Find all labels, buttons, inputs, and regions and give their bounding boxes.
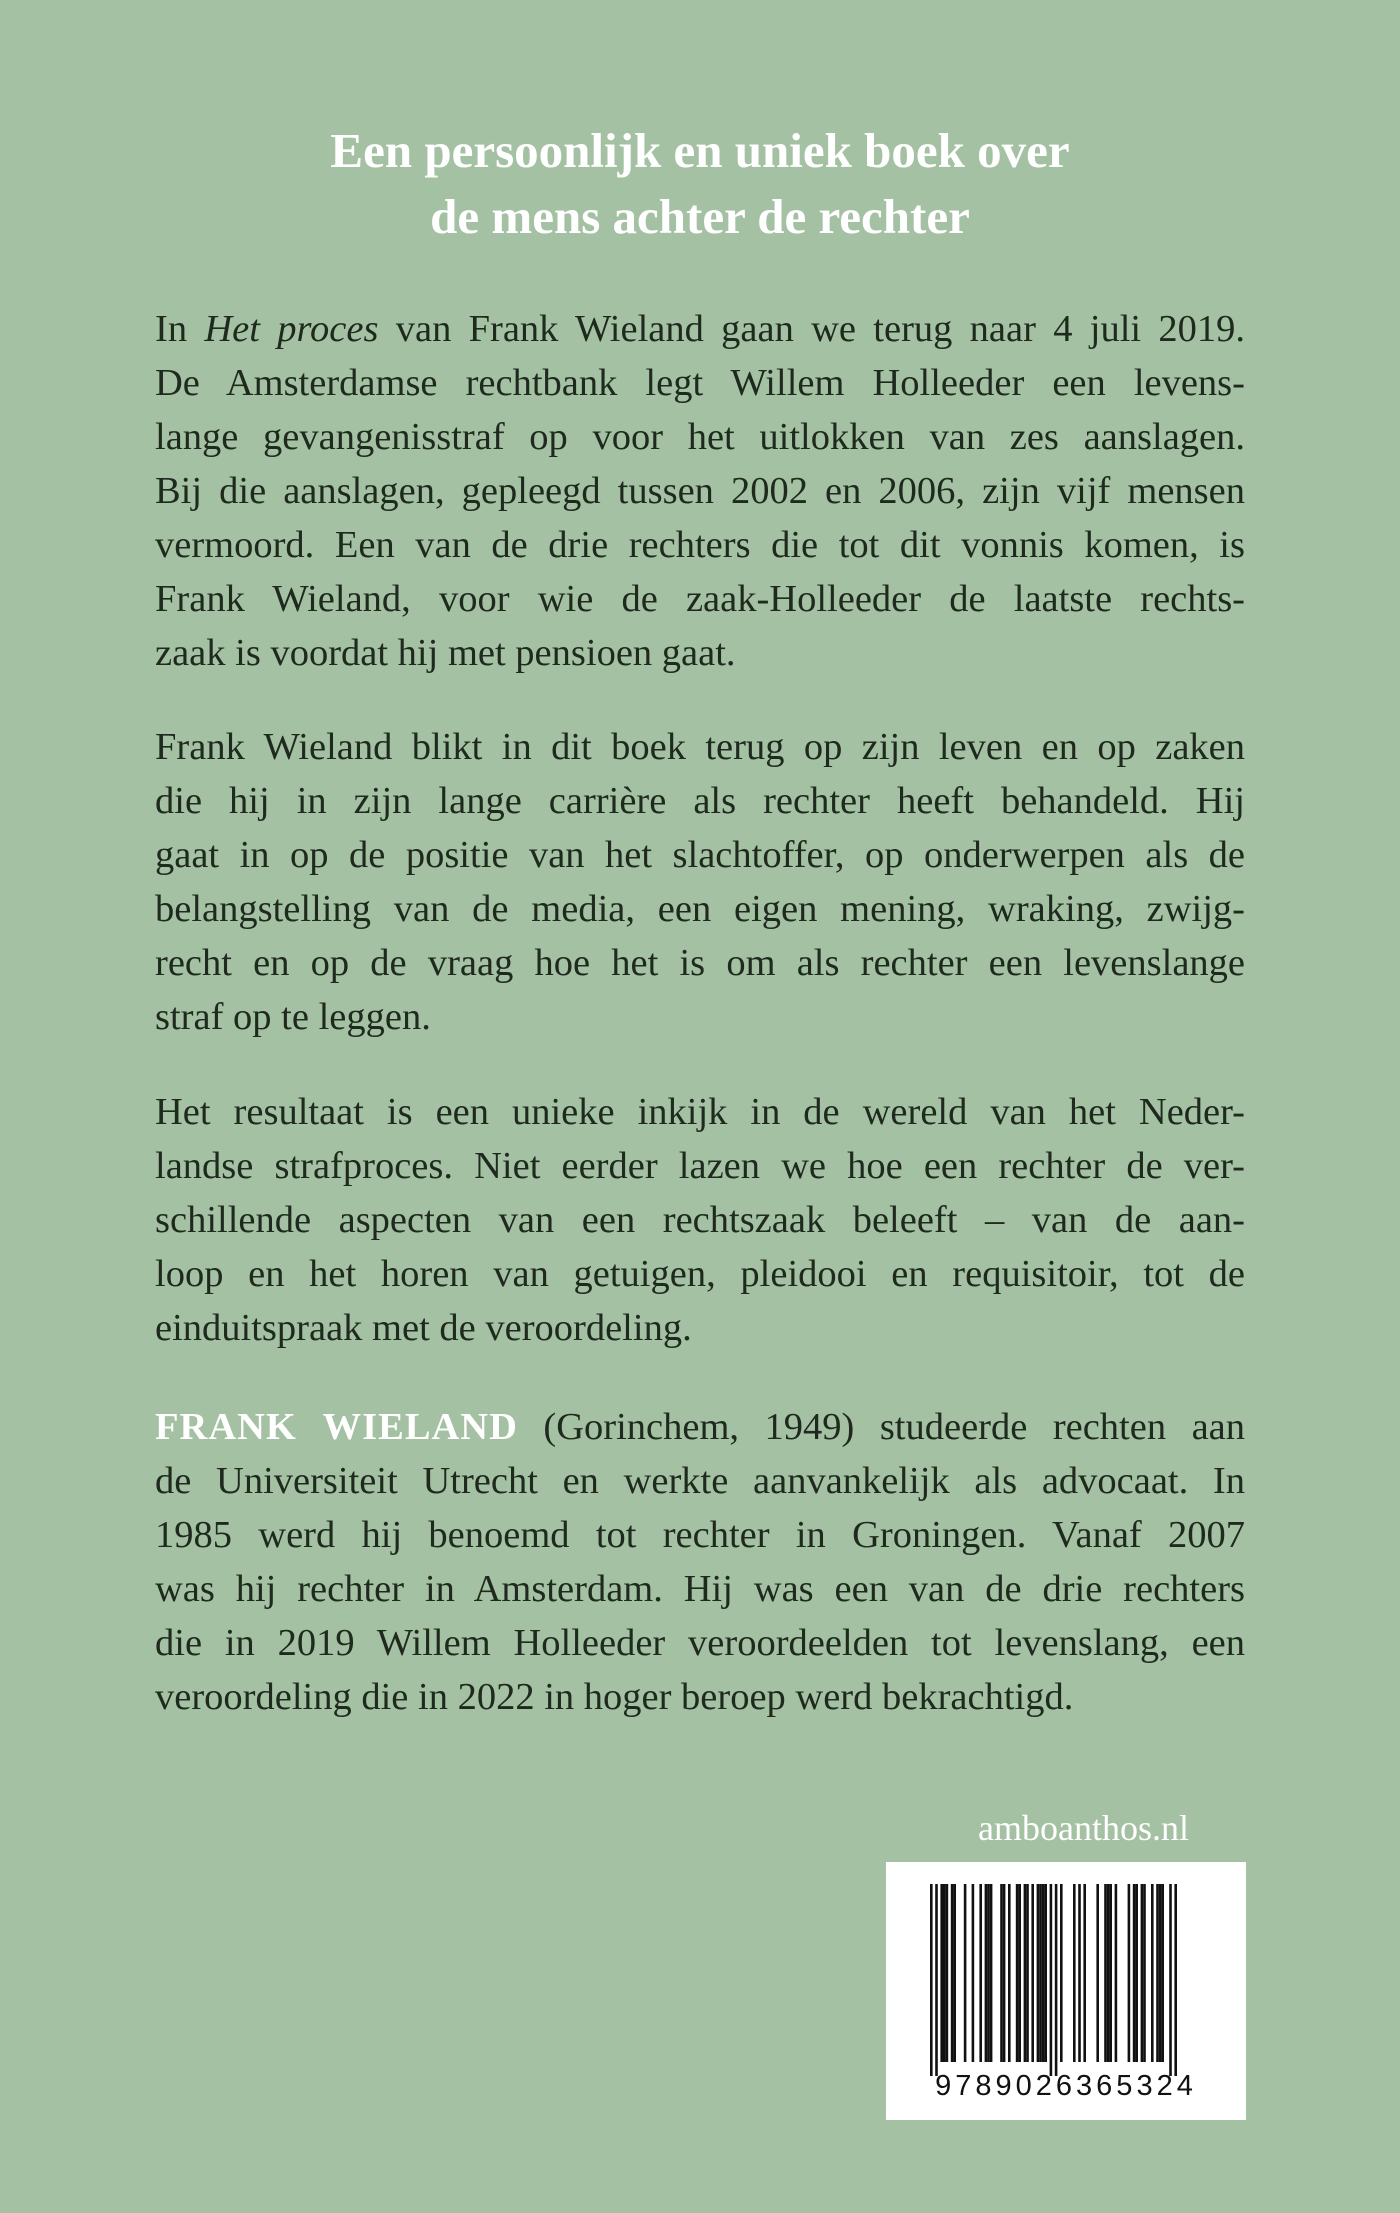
barcode-bar — [1109, 1884, 1112, 2062]
barcode-bar — [1050, 1884, 1053, 2076]
barcode-bar — [1104, 1884, 1107, 2062]
barcode-bar — [1039, 1884, 1042, 2062]
paragraph-line: Frank Wieland blikt in dit boek terug op zijn leven en op zaken — [155, 726, 1245, 768]
publisher-website: amboanthos.nl — [978, 1808, 1189, 1848]
headline — [0, 118, 1400, 250]
paragraph-line: schillende aspecten van een rechtszaak beleeft – van de aan- — [155, 1199, 1245, 1241]
barcode-bar — [1000, 1884, 1003, 2062]
barcode-bar — [1107, 1884, 1110, 2062]
barcode-bar — [1055, 1884, 1058, 2076]
author-bio — [155, 1400, 1245, 1724]
barcode-bar — [1174, 1884, 1177, 2076]
barcode-bar — [987, 1884, 990, 2062]
barcode-bar — [1060, 1884, 1063, 2062]
paragraph-line: landse strafproces. Niet eerder lazen we hoe een rechter de ver- — [155, 1145, 1245, 1187]
paragraph-line: straf op te leggen. — [155, 996, 431, 1038]
paragraph-line: die in 2019 Willem Holleeder veroordeelden tot levenslang, een — [155, 1622, 1245, 1664]
paragraph-line: veroordeling die in 2022 in hoger beroep werd bekrachtigd. — [155, 1676, 1074, 1718]
paragraph-line: zaak is voordat hij met pensioen gaat. — [155, 632, 736, 674]
paragraph-line: lange gevangenisstraf op voor het uitlokken van zes aanslagen. — [155, 416, 1245, 458]
paragraph-line: de Universiteit Utrecht en werkte aanvankelijk als advocaat. In — [155, 1460, 1245, 1502]
paragraph-intro — [155, 302, 1245, 680]
barcode-bar — [935, 1884, 938, 2076]
barcode-bar — [1161, 1884, 1164, 2062]
paragraph-line: belangstelling van de media, een eigen mening, wraking, zwijg- — [155, 888, 1245, 930]
barcode-bar — [1018, 1884, 1021, 2062]
barcode-bar — [1073, 1884, 1076, 2062]
barcode-bar — [1169, 1884, 1172, 2076]
paragraph-reflection — [155, 720, 1245, 1044]
barcode-bar — [940, 1884, 943, 2062]
barcode-bar — [1031, 1884, 1034, 2062]
paragraph-line: In Het proces van Frank Wieland gaan we terug naar 4 juli 2019. — [155, 308, 1245, 350]
barcode-bar — [1151, 1884, 1154, 2062]
barcode-bar — [990, 1884, 993, 2062]
barcode-bar — [1008, 1884, 1011, 2062]
paragraph-line: gaat in op de positie van het slachtoffer, op onderwerpen als de — [155, 834, 1245, 876]
barcode-bar — [951, 1884, 954, 2062]
paragraph-line: Bij die aanslagen, gepleegd tussen 2002 en 2006, zijn vijf mensen — [155, 470, 1245, 512]
barcode-bar — [1016, 1884, 1019, 2062]
paragraph-line: einduitspraak met de veroordeling. — [155, 1307, 692, 1349]
barcode-bar — [943, 1884, 946, 2062]
paragraph-line: FRANK WIELAND (Gorinchem, 1949) studeerde rechten aan — [155, 1406, 1246, 1448]
barcode-bar — [1026, 1884, 1029, 2062]
paragraph-line: De Amsterdamse rechtbank legt Willem Holleeder een levens- — [155, 362, 1245, 404]
paragraph-result — [155, 1085, 1245, 1355]
barcode-bar — [985, 1884, 988, 2062]
barcode-bar — [1003, 1884, 1006, 2062]
barcode-bar — [1141, 1884, 1144, 2062]
barcode-bar — [946, 1884, 949, 2062]
paragraph-line: Het resultaat is een unieke inkijk in de wereld van het Neder- — [155, 1091, 1245, 1133]
barcode-bar — [1024, 1884, 1027, 2062]
barcode-bar — [1133, 1884, 1136, 2062]
barcode-bar — [930, 1884, 933, 2076]
headline-line-1: Een persoonlijk en uniek boek over — [330, 123, 1070, 178]
paragraph-line: vermoord. Een van de drie rechters die tot dit vonnis komen, is — [155, 524, 1245, 566]
paragraph-line: recht en op de vraag hoe het is om als rechter een levenslange — [155, 942, 1245, 984]
barcode-bar — [1135, 1884, 1138, 2062]
barcode-bar — [964, 1884, 967, 2062]
author-name: FRANK WIELAND — [155, 1406, 518, 1448]
barcode-bar — [953, 1884, 956, 2062]
barcode-bar — [1044, 1884, 1047, 2062]
barcode-bar — [1128, 1884, 1131, 2062]
barcode-bar — [972, 1884, 975, 2062]
barcode-bar — [979, 1884, 982, 2062]
barcode-bar — [1083, 1884, 1086, 2062]
paragraph-line: loop en het horen van getuigen, pleidooi en requisitoir, tot de — [155, 1253, 1245, 1295]
paragraph-line: Frank Wieland, voor wie de zaak-Holleeder de laatste rechts- — [155, 578, 1245, 620]
barcode-bar — [1115, 1884, 1118, 2062]
barcode-bar — [1159, 1884, 1162, 2062]
isbn-number: 9789026365324 — [935, 2070, 1197, 2102]
barcode-bar — [1078, 1884, 1081, 2062]
barcode-bar — [1143, 1884, 1146, 2062]
book-title: Het proces — [204, 308, 379, 350]
barcode-bar — [1096, 1884, 1099, 2062]
headline-line-2: de mens achter de rechter — [430, 189, 970, 244]
barcode-bar — [1042, 1884, 1045, 2062]
barcode-bar — [1156, 1884, 1159, 2062]
paragraph-line: was hij rechter in Amsterdam. Hij was een van de drie rechters — [155, 1568, 1245, 1610]
isbn-barcode — [886, 1862, 1246, 2120]
paragraph-line: die hij in zijn lange carrière als rechter heeft behandeld. Hij — [155, 780, 1245, 822]
paragraph-line: 1985 werd hij benoemd tot rechter in Groningen. Vanaf 2007 — [155, 1514, 1245, 1556]
barcode-bar — [1037, 1884, 1040, 2062]
